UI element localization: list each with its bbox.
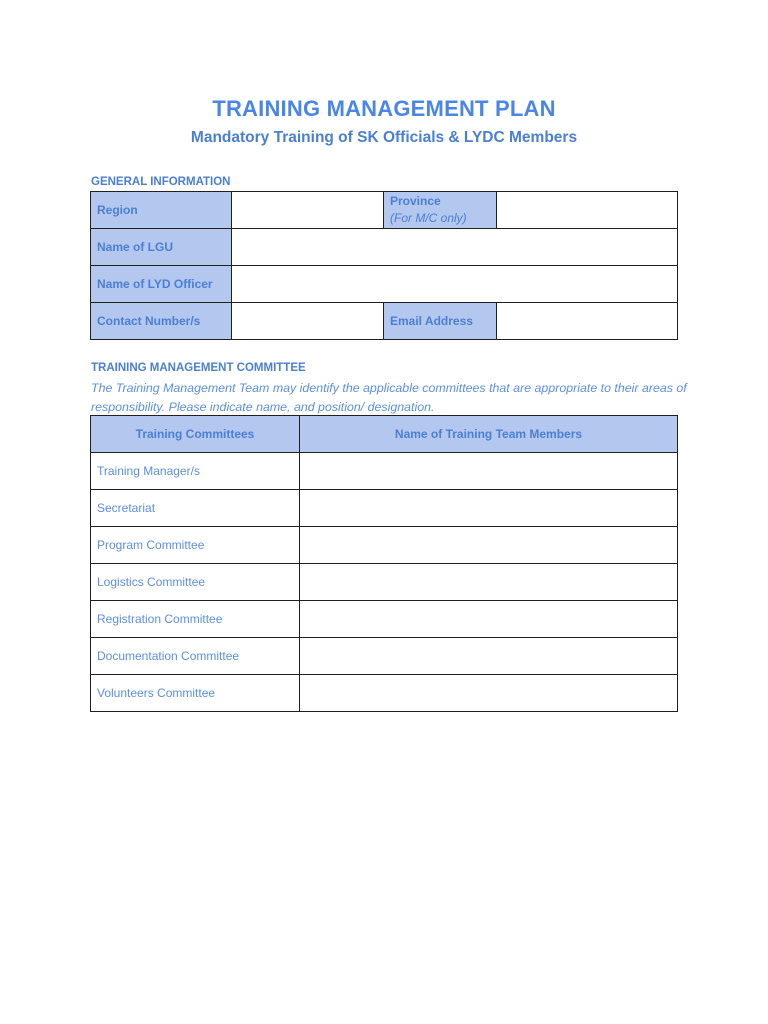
members-field[interactable] xyxy=(300,638,678,675)
page-title: TRAINING MANAGEMENT PLAN xyxy=(212,96,556,121)
general-information-heading: GENERAL INFORMATION xyxy=(91,176,231,188)
page-subtitle: Mandatory Training of SK Officials & LYDC Members xyxy=(190,129,578,146)
region-label: Region xyxy=(91,192,232,229)
contact-field[interactable] xyxy=(232,303,384,340)
table-row xyxy=(91,453,678,490)
email-field[interactable] xyxy=(497,303,678,340)
province-field[interactable] xyxy=(497,192,678,229)
committee-name: Volunteers Committee xyxy=(91,675,300,712)
committee-name: Documentation Committee xyxy=(91,638,300,675)
table-row xyxy=(91,638,678,675)
members-field[interactable] xyxy=(300,675,678,712)
committee-name: Registration Committee xyxy=(91,601,300,638)
province-note: (For M/C only) xyxy=(390,211,467,225)
table-row xyxy=(91,192,678,229)
committee-table xyxy=(90,415,678,712)
lyd-officer-field[interactable] xyxy=(232,266,678,303)
committee-heading: TRAINING MANAGEMENT COMMITTEE xyxy=(91,362,306,374)
column-header-committees: Training Committees xyxy=(91,416,300,453)
column-header-members: Name of Training Team Members xyxy=(300,416,678,453)
contact-label: Contact Number/s xyxy=(91,303,232,340)
members-field[interactable] xyxy=(300,453,678,490)
province-label: Province xyxy=(390,194,441,208)
committee-name: Training Manager/s xyxy=(91,453,300,490)
lgu-label: Name of LGU xyxy=(91,229,232,266)
table-row xyxy=(91,601,678,638)
table-row xyxy=(91,490,678,527)
lyd-officer-label: Name of LYD Officer xyxy=(91,266,232,303)
table-row xyxy=(91,266,678,303)
members-field[interactable] xyxy=(300,490,678,527)
region-field[interactable] xyxy=(232,192,384,229)
committee-name: Program Committee xyxy=(91,527,300,564)
members-field[interactable] xyxy=(300,564,678,601)
committee-name: Secretariat xyxy=(91,490,300,527)
table-row xyxy=(91,675,678,712)
email-label: Email Address xyxy=(384,303,497,340)
members-field[interactable] xyxy=(300,601,678,638)
table-row xyxy=(91,527,678,564)
table-header-row xyxy=(91,416,678,453)
table-row xyxy=(91,229,678,266)
table-row xyxy=(91,564,678,601)
committee-instructions: The Training Management Team may identify the applicable committees that are appropriate to their areas of responsibility. Please indicate name, and position/ designation. xyxy=(91,381,687,414)
province-label-cell xyxy=(384,192,497,229)
members-field[interactable] xyxy=(300,527,678,564)
committee-name: Logistics Committee xyxy=(91,564,300,601)
table-row xyxy=(91,303,678,340)
general-information-table xyxy=(90,191,678,340)
lgu-field[interactable] xyxy=(232,229,678,266)
